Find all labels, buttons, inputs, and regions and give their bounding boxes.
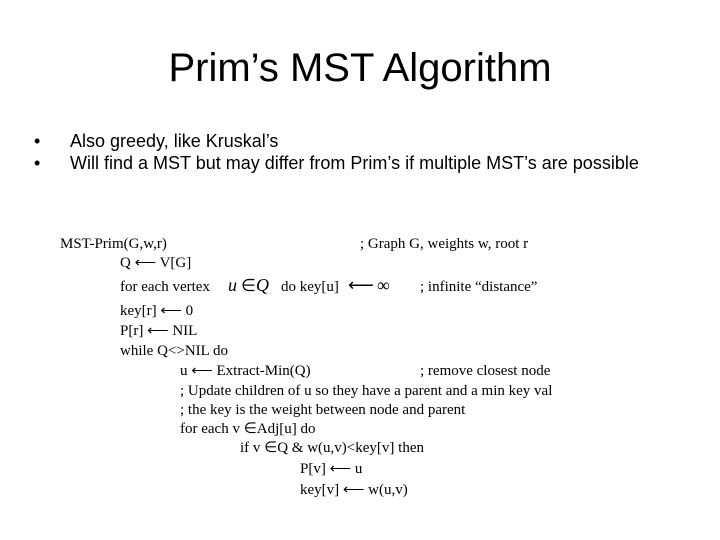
code-line: key[r] ⟵ 0 [120,303,194,319]
code-line: P[v] ⟵ u [300,461,363,477]
code-line: for each v ∈Adj[u] do [180,421,316,437]
bullet-text: Also greedy, like Kruskal’s [70,131,279,151]
code-math-u: u [228,275,237,295]
bullet-marker: • [34,131,41,151]
code-math-q: Q [256,275,269,295]
assign-arrow: ⟵ [348,275,374,295]
code-comment: ; infinite “distance” [420,279,538,295]
code-comment: ; the key is the weight between node and parent [180,402,466,418]
code-line: P[r] ⟵ NIL [120,323,198,339]
code-comment: ; remove closest node [420,363,551,379]
code-line: do key[u] [281,279,339,295]
slide-title: Prim’s MST Algorithm [168,46,552,90]
code-line: key[v] ⟵ w(u,v) [300,482,408,498]
code-line: while Q<>NIL do [120,343,229,359]
bullet-marker: • [34,153,41,173]
element-of-symbol: ∈ [241,276,256,295]
code-line: u ⟵ Extract-Min(Q) [180,363,311,379]
code-comment: ; Update children of u so they have a parent and a min key val [180,383,553,399]
bullet-text: Will find a MST but may differ from Prim’s if multiple MST’s are possible [70,153,639,173]
code-line: if v ∈Q & w(u,v)<key[v] then [240,440,424,456]
code-line: for each vertex [120,279,210,295]
infinity-symbol: ∞ [377,275,390,295]
code-comment: ; Graph G, weights w, root r [360,236,529,252]
code-line: Q ⟵ V[G] [120,255,192,271]
code-line-signature: MST-Prim(G,w,r) [60,236,167,252]
